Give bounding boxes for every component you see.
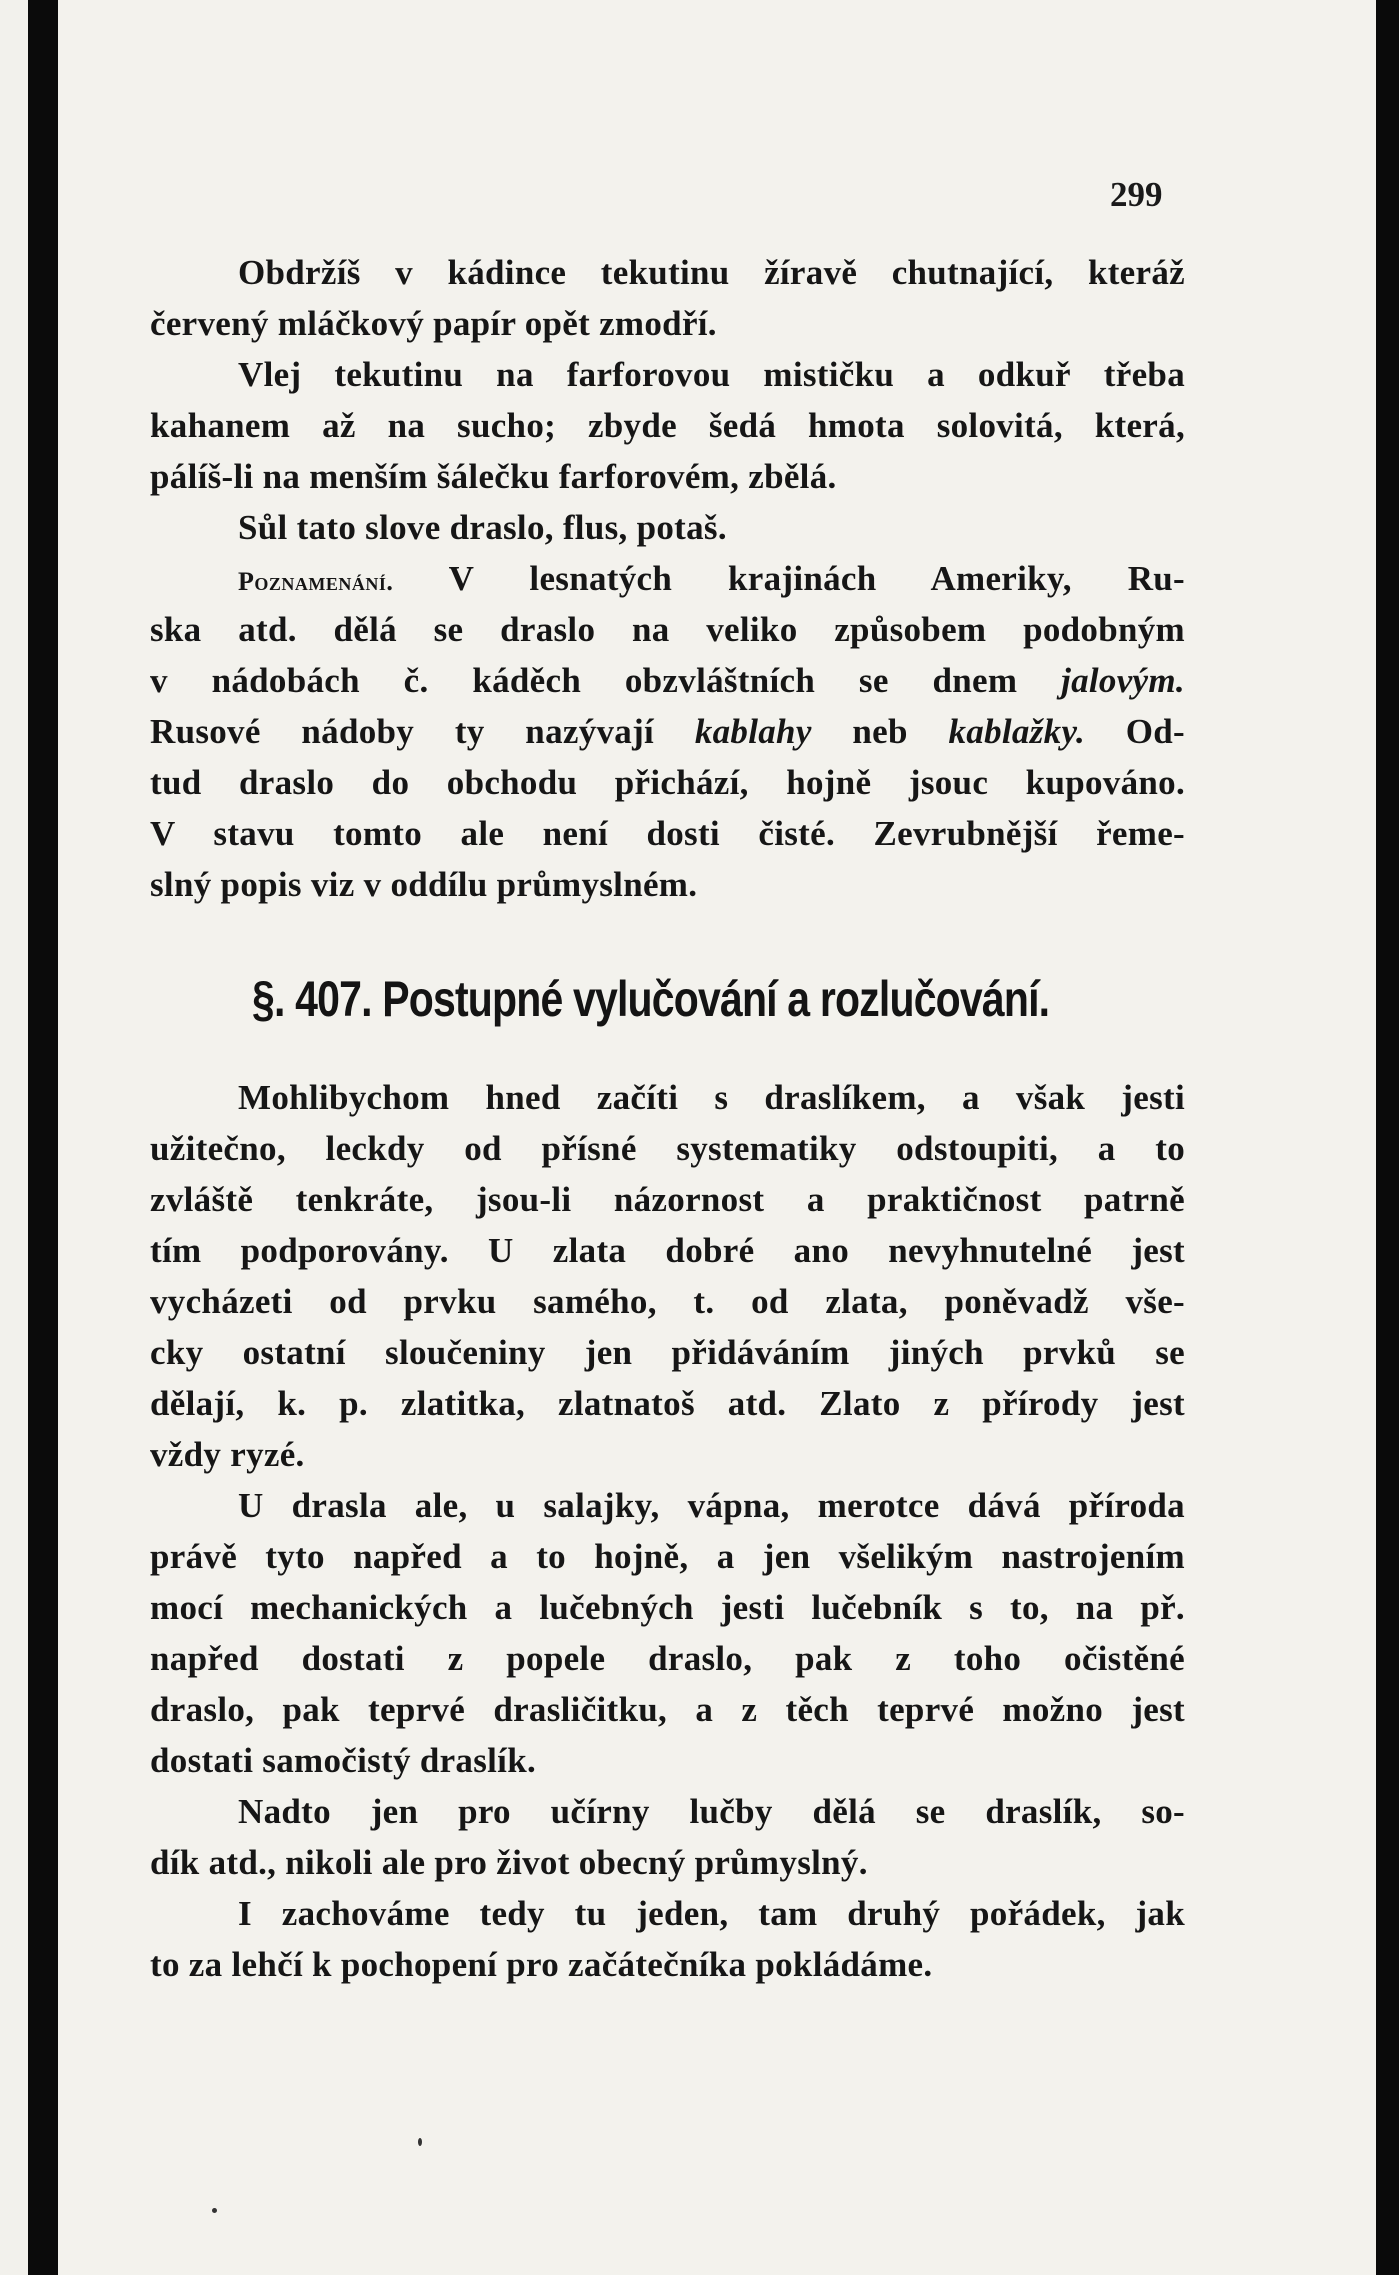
page-number: 299	[1110, 175, 1163, 214]
scan-right-edge	[1376, 0, 1399, 2275]
body-line: užitečno, leckdy od přísné systematiky odstoupiti, a to	[150, 1129, 1185, 1168]
note-line	[150, 706, 1185, 757]
scan-left-edge	[0, 0, 28, 2275]
body-line: dělají, k. p. zlatitka, zlatnatoš atd. Zlato z přírody jest	[150, 1384, 1185, 1423]
text-line: Sůl tato slove draslo, flus, potaš.	[238, 508, 727, 547]
note-label: Poznamenání.	[238, 567, 394, 596]
note-italic: jalovým.	[1061, 661, 1185, 700]
text-line: Obdržíš v kádince tekutinu žíravě chutnající, kteráž	[238, 253, 1185, 292]
note-line	[150, 655, 1185, 706]
text-line: červený mláčkový papír opět zmodří.	[150, 304, 717, 343]
note-text: v nádobách č. káděch obzvláštních se dnem	[150, 661, 1018, 700]
text-line: pálíš-li na menším šálečku farforovém, zbělá.	[150, 457, 837, 496]
body-line: draslo, pak teprvé drasličitku, a z těch teprvé možno jest	[150, 1690, 1185, 1729]
text-line: kahanem až na sucho; zbyde šedá hmota solovitá, která,	[150, 406, 1185, 445]
scan-speck	[418, 2138, 422, 2146]
body-line: dostati samočistý draslík.	[150, 1741, 537, 1780]
body-line: vycházeti od prvku samého, t. od zlata, poněvadž vše-	[150, 1282, 1185, 1321]
body-line: dík atd., nikoli ale pro život obecný průmyslný.	[150, 1843, 868, 1882]
body-line: to za lehčí k pochopení pro začátečníka pokládáme.	[150, 1945, 933, 1984]
body-line: zvláště tenkráte, jsou-li názornost a praktičnost patrně	[150, 1180, 1185, 1219]
body-line: tím podporovány. U zlata dobré ano nevyhnutelné jest	[150, 1231, 1185, 1270]
note-italic: kablažky.	[948, 712, 1086, 751]
body-line: U drasla ale, u salajky, vápna, merotce dává příroda	[238, 1486, 1185, 1525]
note-line: ska atd. dělá se draslo na veliko způsobem podobným	[150, 610, 1185, 649]
body-line: Nadto jen pro učírny lučby dělá se draslík, so-	[238, 1792, 1185, 1831]
scan-speck	[212, 2208, 217, 2213]
body-line: napřed dostati z popele draslo, pak z toho očistěné	[150, 1639, 1185, 1678]
text-line: Vlej tekutinu na farforovou mističku a odkuř třeba	[238, 355, 1185, 394]
note-line: tud draslo do obchodu přichází, hojně jsouc kupováno.	[150, 763, 1185, 802]
note-text: neb	[852, 712, 908, 751]
note-text: V lesnatých krajinách Ameriky, Ru-	[448, 559, 1185, 598]
section-heading: §. 407. Postupné vylučování a rozlučování.	[252, 971, 1050, 1027]
note-text: Rusové nádoby ty nazývají	[150, 712, 655, 751]
body-line: Mohlibychom hned začíti s draslíkem, a však jesti	[238, 1078, 1185, 1117]
note-text: Od-	[1125, 712, 1186, 751]
note-line	[150, 553, 1185, 604]
note-line: slný popis viz v oddílu průmyslném.	[150, 865, 698, 904]
body-line: právě tyto napřed a to hojně, a jen všelikým nastrojením	[150, 1537, 1185, 1576]
body-line: I zachováme tedy tu jeden, tam druhý pořádek, jak	[238, 1894, 1185, 1933]
note-italic: kablahy	[694, 712, 812, 751]
body-line: vždy ryzé.	[150, 1435, 305, 1474]
body-line: cky ostatní sloučeniny jen přidáváním jiných prvků se	[150, 1333, 1185, 1372]
body-line: mocí mechanických a lučebných jesti lučebník s to, na př.	[150, 1588, 1185, 1627]
note-line: V stavu tomto ale není dosti čisté. Zevrubnější řeme-	[150, 814, 1185, 853]
page-text	[150, 162, 1185, 1990]
